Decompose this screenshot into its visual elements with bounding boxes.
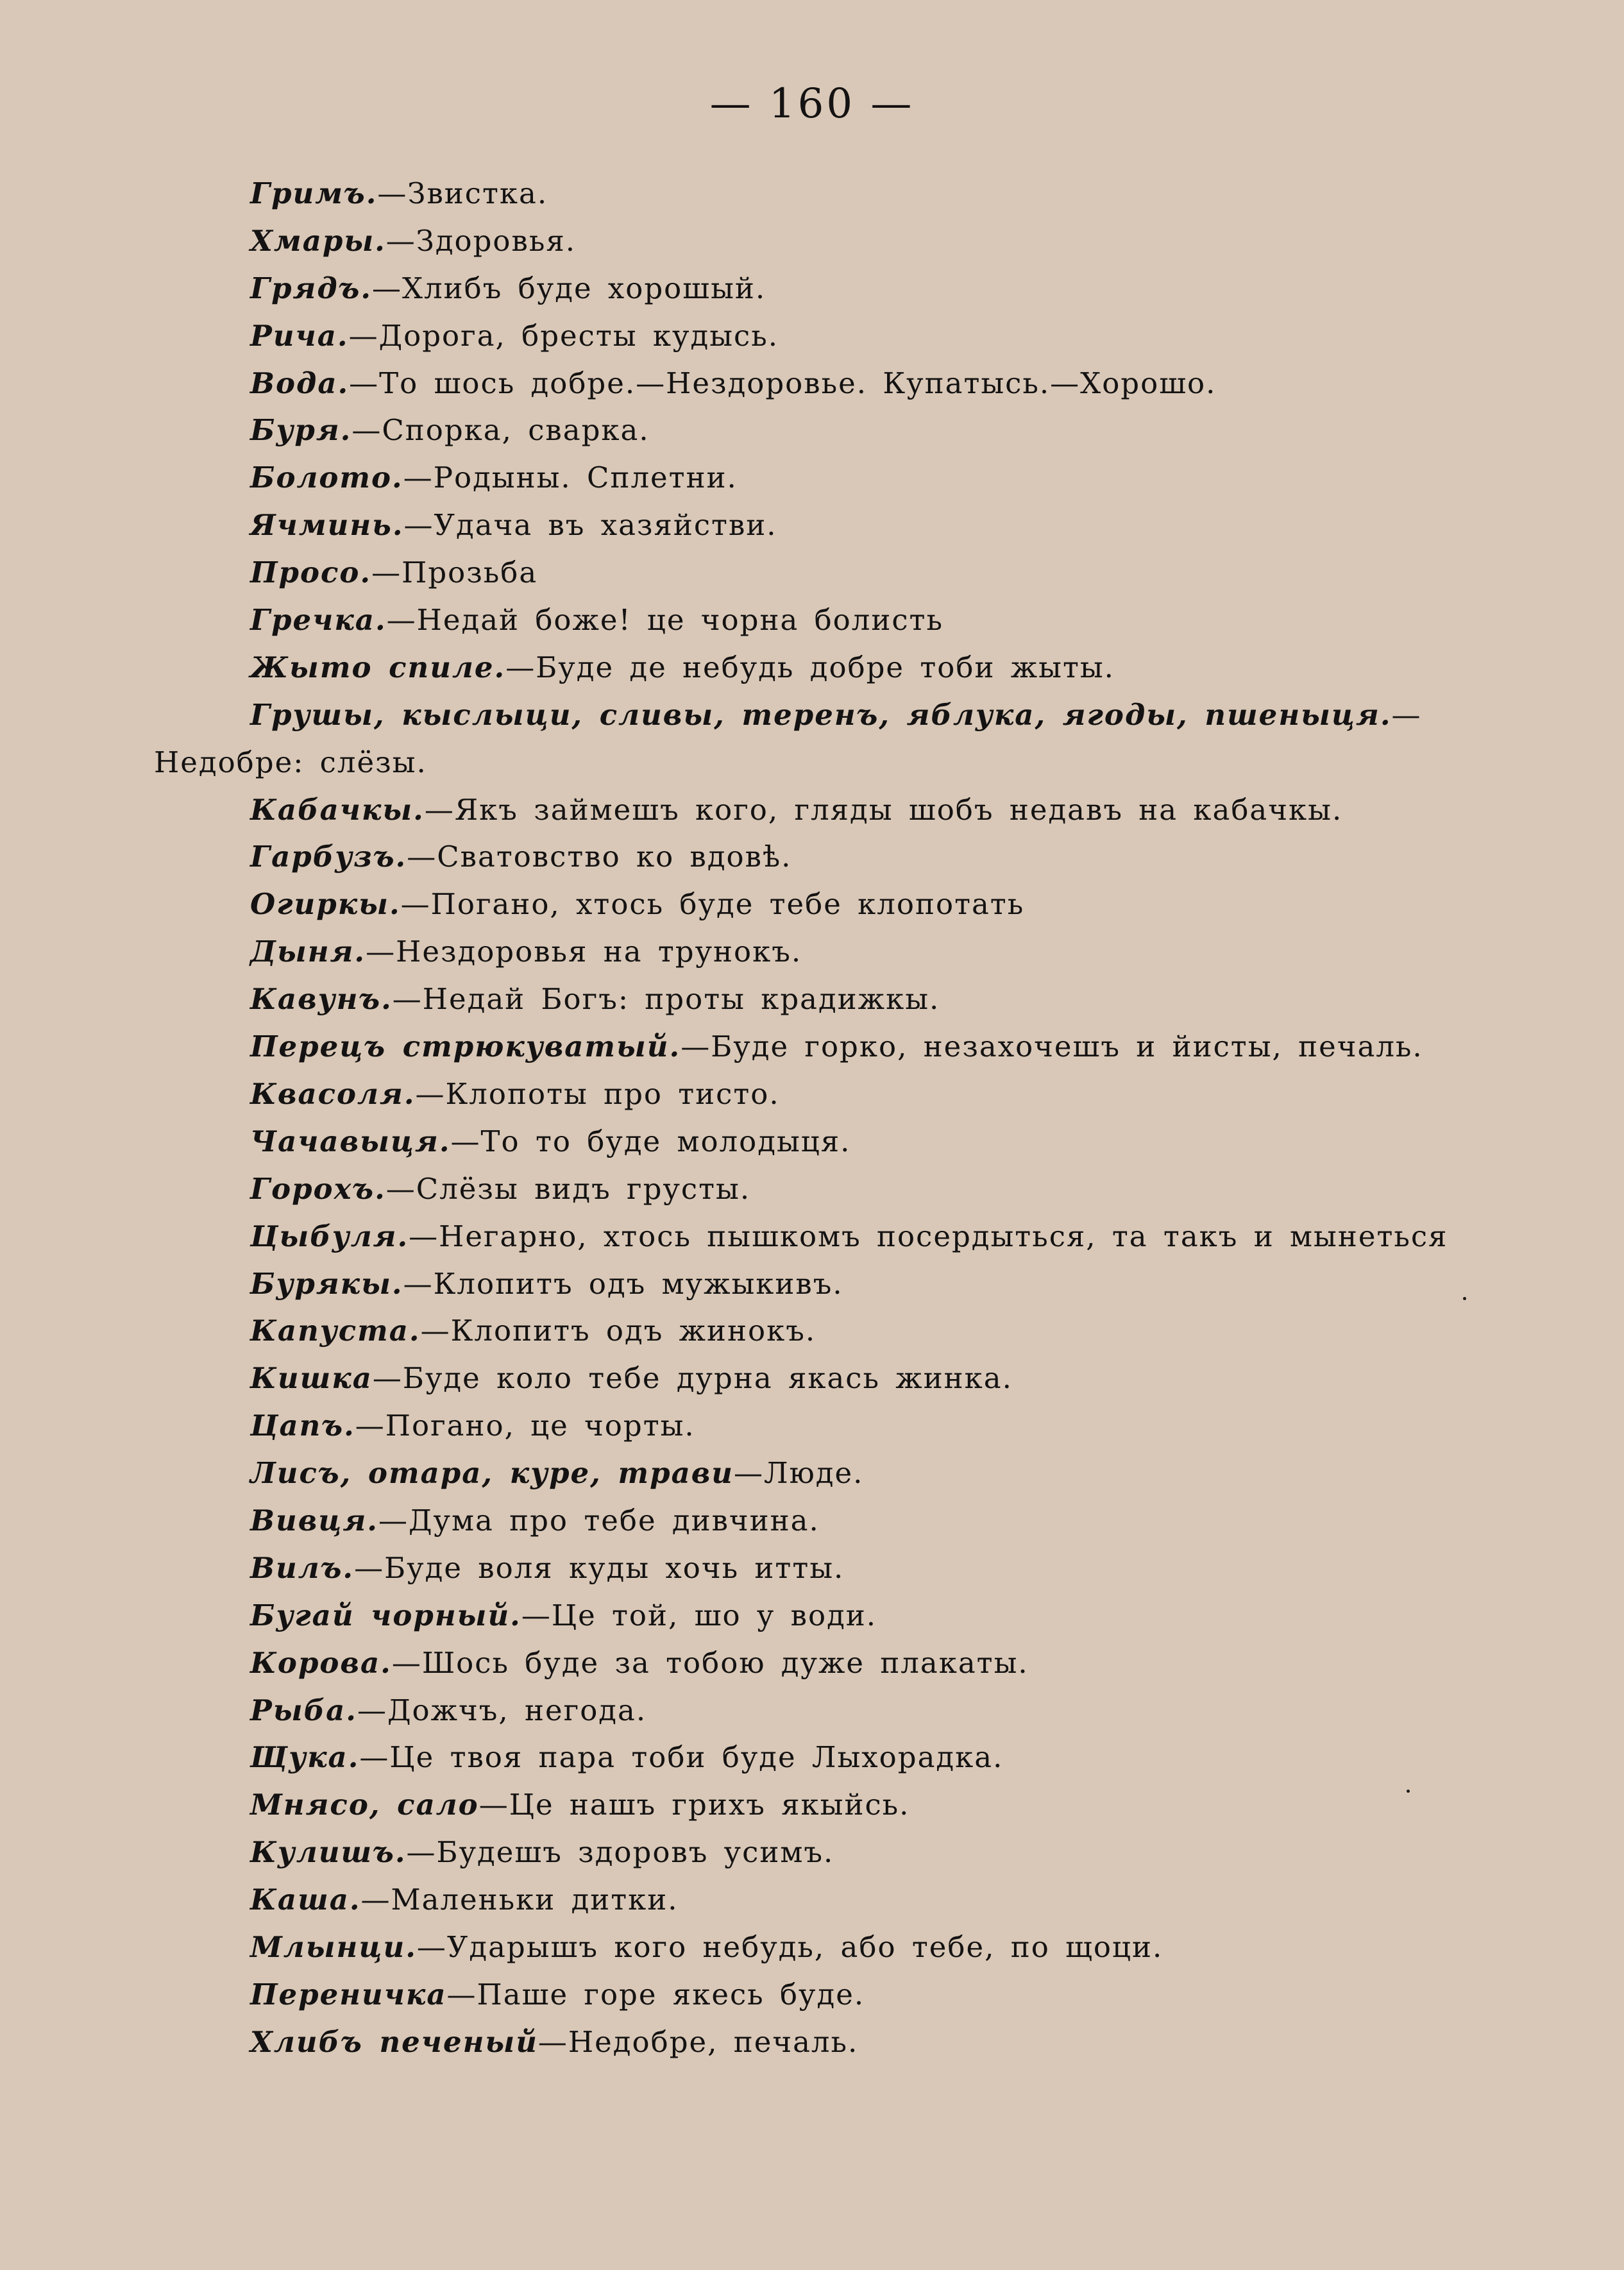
entry-separator: — [355,1409,385,1443]
entry-term: Мнясо, сало [250,1788,479,1822]
entry-term: Болото. [250,461,403,495]
entry-meaning: Негарно, хтось пышкомъ посердыться, та такъ и мынеться [439,1219,1448,1253]
entry-term: Бурякы. [250,1266,403,1301]
entry-term: Дыня. [250,935,366,969]
entry-term: Каша. [250,1883,361,1917]
dream-entry [154,1023,1475,1071]
entry-meaning: Це твоя пара тоби буде Лыхорадка. [389,1740,1004,1775]
entry-meaning: Якъ займешъ кого, гляды шобъ недавъ на кабачкы. [454,792,1343,827]
entry-meaning: Удача въ хазяйстви. [434,508,777,543]
entry-separator: — [366,935,396,969]
entry-term: Перецъ стрюкуватый. [250,1029,681,1064]
entry-separator: — [403,508,434,543]
entry-meaning: Шось буде за тобою дуже плакаты. [421,1645,1029,1680]
entry-separator: — [354,1550,385,1585]
dream-entry [154,1592,1475,1639]
entry-meaning: Дорога, бресты кудысь. [378,318,779,353]
entry-meaning: Хлибъ буде хорошый. [402,271,766,305]
dream-entry [154,549,1475,597]
entry-separator: — [372,271,403,305]
entry-meaning: Недобре, печаль. [568,2024,859,2059]
entry-term: Цыбуля. [250,1219,409,1253]
dream-entry [154,1924,1475,1971]
dream-entry [154,1971,1475,2019]
entry-meaning: То то буде молодыця. [480,1124,851,1158]
page-number: — 160 — [709,80,915,128]
entry-term: Рыба. [250,1693,357,1727]
entry-separator: — [403,1266,434,1301]
entry-separator: — [403,461,434,495]
dream-entry [154,1165,1475,1213]
entry-meaning: То шось добре.—Нездоровье. Купатысь.—Хорошо. [379,366,1217,400]
entry-term: Бугай чорный. [250,1598,521,1632]
entry-meaning: Клопоты про тисто. [445,1076,780,1111]
entry-separator: — [681,1029,711,1064]
entry-term: Огиркы. [250,887,401,922]
entry-meaning: Дума про тебе дивчина. [408,1503,820,1537]
dream-entry [154,1497,1475,1545]
dream-entry [154,833,1475,881]
dream-entries-list [154,170,1475,2066]
entry-separator: — [348,318,379,353]
entry-meaning: Буде воля куды хочь итты. [384,1550,845,1585]
dream-entry [154,1213,1475,1260]
entry-meaning: Родыны. Сплетни. [433,461,738,495]
entry-term: Гарбузъ. [250,840,407,874]
entry-term: Жыто спиле. [250,650,506,684]
entry-separator: — [406,1835,437,1870]
entry-separator: — [357,1693,387,1727]
entry-meaning: Недай боже! це чорна болисть [416,603,943,638]
entry-meaning: Погано, це чорты. [385,1409,695,1443]
entry-term: Рича. [250,318,349,353]
entry-term: Вода. [250,366,350,400]
entry-meaning: Це нашъ грихъ якыйсь. [509,1788,910,1822]
entry-meaning: Це той, шо у води. [551,1598,877,1632]
entry-term: Млынци. [250,1929,417,1964]
entry-term: Чачавыця. [250,1124,451,1158]
entry-separator: — [391,1645,422,1680]
dream-entry [154,1781,1475,1829]
dream-entry [154,407,1475,454]
entry-meaning: Нездоровья на трунокъ. [396,935,802,969]
entry-term: Хмары. [250,223,386,258]
entry-meaning: Паше горе якесь буде. [477,1977,865,2012]
dream-entry [154,928,1475,976]
dream-entry [154,454,1475,502]
dream-entry [154,312,1475,360]
entry-meaning: Звистка. [407,176,548,210]
entry-meaning: Погано, хтось буде тебе клопотать [430,887,1025,922]
entry-term: Вилъ. [250,1550,355,1585]
entry-separator: — [1391,697,1422,732]
entry-separator: — [377,176,408,210]
entry-separator: — [537,2024,568,2059]
dream-entry [154,1734,1475,1781]
entry-separator: — [478,1788,509,1822]
entry-meaning: Дожчъ, негода. [387,1693,647,1727]
dream-entry [154,502,1475,549]
entry-separator: — [734,1456,765,1491]
dream-entry [154,1450,1475,1497]
entry-separator: — [416,1929,447,1964]
dream-entry [154,170,1475,217]
dream-entry [154,1260,1475,1308]
entry-meaning: Будешъ здоровъ усимъ. [436,1835,834,1870]
entry-term: Грядъ. [250,271,373,305]
entry-term: Гримъ. [250,176,378,210]
entry-meaning: Буде коло тебе дурна якась жинка. [402,1361,1013,1396]
entry-meaning: Клопитъ одъ жинокъ. [450,1314,816,1348]
entry-term: Квасоля. [250,1076,416,1111]
dream-entry [154,360,1475,407]
dream-entry [154,1118,1475,1165]
entry-term: Буря. [250,413,352,448]
entry-separator: — [400,887,431,922]
entry-meaning: Прозьба [402,555,538,590]
dream-entry [154,217,1475,265]
entry-separator: — [446,1977,477,2012]
dream-entry [154,1687,1475,1734]
entry-term: Кулишъ. [250,1835,407,1870]
entry-term: Кавунъ. [250,982,393,1017]
entry-meaning: Клопитъ одъ мужыкивъ. [433,1266,843,1301]
entry-separator: — [385,223,416,258]
entry-term: Лисъ, отара, куре, трави [250,1456,734,1491]
dream-entry [154,1639,1475,1687]
entry-separator: — [378,1503,409,1537]
dream-entry [154,265,1475,312]
entry-meaning: Недай Богъ: проты крадижкы. [422,982,940,1017]
dream-entry [154,1402,1475,1450]
dream-entry [154,1876,1475,1924]
entry-term: Гречка. [250,603,387,638]
print-speck [1407,1790,1410,1793]
dream-entry [154,1545,1475,1592]
dream-entry [154,1355,1475,1402]
entry-separator: — [392,982,423,1017]
print-speck [1463,1297,1466,1300]
entry-term: Вивця. [250,1503,378,1537]
entry-term: Корова. [250,1645,392,1680]
entry-meaning: Слёзы видъ грусты. [416,1171,751,1206]
entry-separator: — [415,1076,446,1111]
entry-separator: — [372,1361,403,1396]
entry-term: Горохъ. [250,1171,386,1206]
entry-meaning: Буде горко, незахочешъ и йисты, печаль. [711,1029,1423,1064]
entry-term: Хлибъ печеный [250,2024,538,2059]
dream-entry [154,644,1475,691]
entry-separator: — [424,792,455,827]
entry-meaning: Недобре: слёзы. [154,745,427,779]
entry-meaning: Спорка, сварка. [382,413,650,448]
entry-separator: — [385,1171,416,1206]
entry-meaning: Люде. [764,1456,864,1491]
entry-separator: — [450,1124,481,1158]
entry-term: Щука. [250,1740,360,1775]
entry-term: Капуста. [250,1314,421,1348]
entry-separator: — [420,1314,451,1348]
dream-entry [154,1307,1475,1355]
entry-separator: — [349,366,380,400]
dream-entry [154,786,1475,834]
entry-separator: — [359,1740,390,1775]
dream-entry [154,2019,1475,2066]
entry-separator: — [407,840,437,874]
entry-meaning: Ударышъ кого небудь, або тебе, по щоци. [446,1929,1163,1964]
entry-term: Ячминь. [250,508,404,543]
dream-entry [154,1071,1475,1118]
entry-term: Переничка [250,1977,447,2012]
entry-separator: — [371,555,402,590]
dream-entry [154,1829,1475,1876]
entry-separator: — [409,1219,439,1253]
entry-separator: — [360,1883,391,1917]
entry-meaning: Буде де небудь добре тоби жыты. [536,650,1115,684]
entry-meaning: Сватовство ко вдовѣ. [437,840,792,874]
dream-entry [154,976,1475,1023]
entry-term: Кабачкы. [250,792,425,827]
entry-term: Кишка [250,1361,373,1396]
entry-separator: — [386,603,417,638]
entry-term: Просо. [250,555,372,590]
entry-separator: — [521,1598,552,1632]
dream-entry [154,597,1475,644]
dream-entry [154,881,1475,928]
entry-meaning: Здоровья. [416,223,577,258]
dream-entry [154,691,1475,786]
entry-separator: — [351,413,382,448]
entry-meaning: Маленьки дитки. [391,1883,679,1917]
entry-term: Цапъ. [250,1409,355,1443]
entry-separator: — [505,650,536,684]
entry-term: Грушы, кыслыци, сливы, теренъ, яблука, ягоды, пшеныця. [250,697,1392,732]
